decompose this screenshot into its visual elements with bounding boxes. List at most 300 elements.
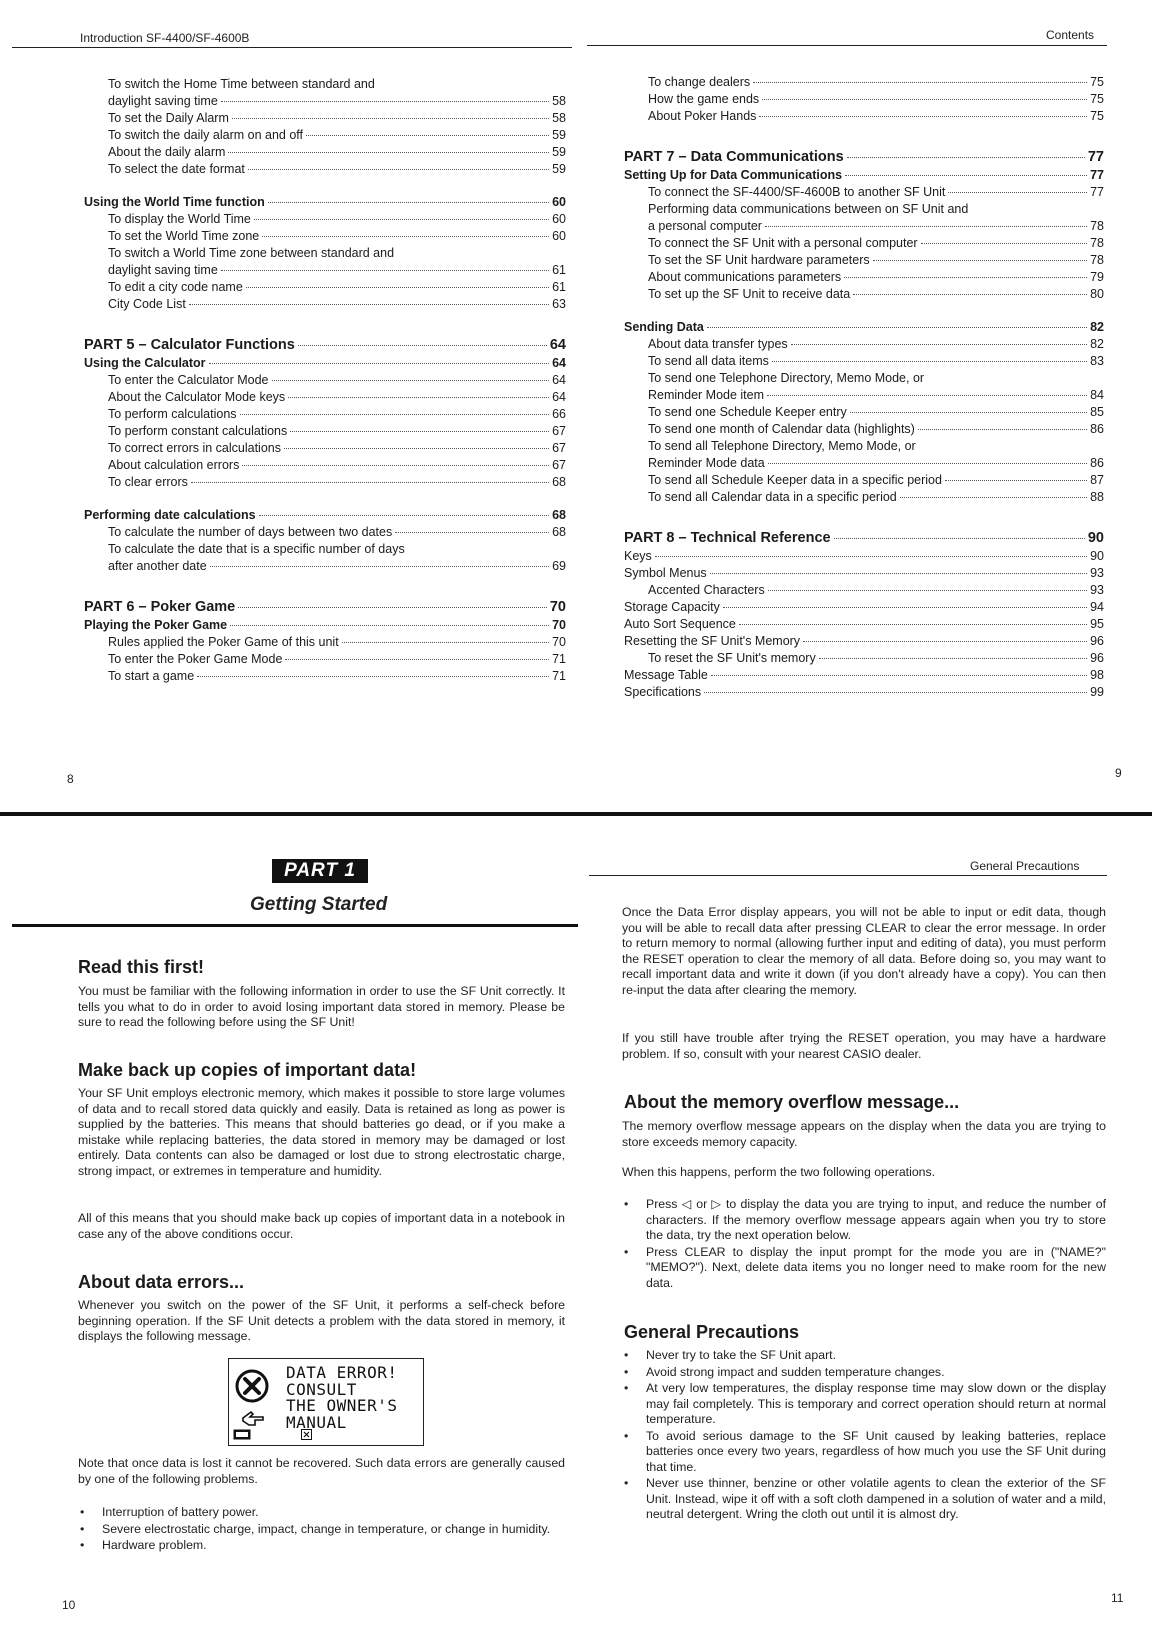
toc-leader-dots xyxy=(259,515,550,516)
toc-entry-page: 99 xyxy=(1090,685,1104,699)
toc-leader-dots xyxy=(945,480,1087,481)
toc-entry xyxy=(624,548,1104,565)
toc-entry-page: 70 xyxy=(552,635,566,649)
toc-entry-page: 69 xyxy=(552,559,566,573)
toc-entry-label: To send all data items xyxy=(648,354,769,368)
toc-entry-label: Specifications xyxy=(624,685,702,699)
toc-entry-page: 67 xyxy=(552,458,566,472)
toc-entry xyxy=(84,93,566,110)
toc-entry-page: 58 xyxy=(552,111,566,125)
part-title-rule xyxy=(12,924,578,927)
toc-entry-label: Using the Calculator xyxy=(84,356,206,370)
toc-leader-dots xyxy=(707,327,1087,328)
toc-leader-dots xyxy=(230,625,549,626)
lcd-line: THE OWNER'S xyxy=(286,1396,398,1415)
toc-leader-dots xyxy=(284,448,549,449)
toc-entry-label: To edit a city code name xyxy=(108,280,243,294)
toc-entry-label: To select the date format xyxy=(108,162,245,176)
toc-entry-label: To calculate the date that is a specific number of days xyxy=(108,542,405,556)
toc-entry-page: 61 xyxy=(552,280,566,294)
toc-entry xyxy=(84,634,566,651)
toc-entry xyxy=(84,110,566,127)
toc-entry-label: To perform calculations xyxy=(108,407,237,421)
toc-entry-label: daylight saving time xyxy=(108,94,218,108)
toc-entry xyxy=(624,565,1104,582)
toc-entry xyxy=(624,472,1104,489)
lcd-message xyxy=(286,1365,397,1431)
toc-leader-dots xyxy=(765,226,1087,227)
toc-entry xyxy=(624,167,1104,184)
toc-entry-page: 64 xyxy=(552,373,566,387)
toc-entry-page: 96 xyxy=(1090,651,1104,665)
page8-header: Introduction SF-4400/SF-4600B xyxy=(80,31,250,45)
toc-entry-label: Setting Up for Data Communications xyxy=(624,168,843,182)
toc-entry xyxy=(84,389,566,406)
toc-leader-dots xyxy=(759,116,1087,117)
toc-leader-dots xyxy=(254,219,549,220)
overflow-heading: About the memory overflow message... xyxy=(624,1092,960,1112)
toc-entry xyxy=(624,650,1104,667)
toc-entry-page: 75 xyxy=(1090,92,1104,106)
toc-entry xyxy=(84,507,566,524)
toc-entry-page: 88 xyxy=(1090,490,1104,504)
list-item: • Press CLEAR to display the input prompt for the mode you are in ("NAME?" "MEMO?"). Next, delete data items you no longer need to make room for the new data. xyxy=(622,1245,1106,1292)
page10-number: 10 xyxy=(62,1598,76,1612)
toc-entry xyxy=(624,201,1104,218)
page9-number: 9 xyxy=(1115,766,1122,780)
toc-entry xyxy=(624,404,1104,421)
page11-number: 11 xyxy=(1111,1591,1124,1605)
toc-entry xyxy=(84,194,566,211)
toc-entry xyxy=(84,262,566,279)
toc-leader-dots xyxy=(948,192,1087,193)
toc-leader-dots xyxy=(268,202,549,203)
toc-leader-dots xyxy=(921,243,1088,244)
toc-entry-label: Using the World Time function xyxy=(84,195,265,209)
toc-entry xyxy=(624,269,1104,286)
list-item: • Never try to take the SF Unit apart. xyxy=(622,1348,1106,1364)
toc-leader-dots xyxy=(232,118,549,119)
toc-leader-dots xyxy=(285,659,549,660)
page9-header: Contents xyxy=(1046,28,1095,42)
toc-leader-dots xyxy=(272,380,550,381)
toc-entry xyxy=(624,108,1104,125)
toc-entry xyxy=(624,147,1104,167)
toc-entry xyxy=(84,423,566,440)
toc-leader-dots xyxy=(753,82,1087,83)
toc-leader-dots xyxy=(844,277,1087,278)
overflow-text-1: The memory overflow message appears on the display when the data you are trying to store exceeds memory capacity. xyxy=(622,1119,1106,1149)
toc-leader-dots xyxy=(768,590,1087,591)
toc-entry-page: 64 xyxy=(552,356,566,370)
toc-entry-page: 77 xyxy=(1090,185,1104,199)
backup-text-2: All of this means that you should make back up copies of important data in a notebook in case any of the above conditions occur. xyxy=(78,1211,565,1241)
toc-entry xyxy=(84,617,566,634)
toc-entry-page: 58 xyxy=(552,94,566,108)
toc-entry-label: a personal computer xyxy=(648,219,762,233)
toc-entry-page: 82 xyxy=(1090,320,1104,334)
page11-header-rule xyxy=(589,875,1107,876)
toc-entry xyxy=(84,335,566,355)
toc-entry-page: 80 xyxy=(1090,287,1104,301)
toc-entry-page: 86 xyxy=(1090,456,1104,470)
toc-entry xyxy=(624,353,1104,370)
precautions-bullets xyxy=(622,1348,1106,1524)
toc-entry-label: after another date xyxy=(108,559,207,573)
lcd-status-icon xyxy=(233,1429,251,1440)
backup-heading: Make back up copies of important data! xyxy=(78,1060,417,1080)
lcd-line: CONSULT xyxy=(286,1379,357,1399)
toc-entry-label: To set the World Time zone xyxy=(108,229,260,243)
toc-entry-label: To enter the Calculator Mode xyxy=(108,373,269,387)
toc-entry-label: Reminder Mode item xyxy=(648,388,765,402)
toc-leader-dots xyxy=(306,135,549,136)
toc-entry-label: About communications parameters xyxy=(648,270,842,284)
list-item: • Press ◁ or ▷ to display the data you are trying to input, and reduce the number of characters. If the memory overflow message appears again when you try to store the data, try the next operation below. xyxy=(622,1197,1106,1244)
hand-pointer-icon xyxy=(241,1409,267,1427)
toc-entry xyxy=(84,474,566,491)
lcd-line: MANUAL xyxy=(286,1412,347,1432)
toc-entry-page: 77 xyxy=(1090,168,1104,182)
toc-entry xyxy=(84,457,566,474)
toc-entry xyxy=(84,651,566,668)
page8-toc xyxy=(84,76,566,685)
toc-entry xyxy=(624,684,1104,701)
toc-leader-dots xyxy=(762,99,1087,100)
toc-entry-label: To send one Schedule Keeper entry xyxy=(648,405,847,419)
page9-header-rule xyxy=(587,45,1107,46)
toc-entry xyxy=(84,228,566,245)
toc-entry xyxy=(624,74,1104,91)
toc-entry-label: About Poker Hands xyxy=(648,109,757,123)
toc-leader-dots xyxy=(873,260,1087,261)
toc-leader-dots xyxy=(342,642,549,643)
toc-entry xyxy=(84,524,566,541)
list-item: • Never use thinner, benzine or other volatile agents to clean the exterior of the SF Unit. Instead, wipe it off with a soft cloth dampened in a solution of water and a mild, neutral detergent. Wring the cloth out until it is almost dry. xyxy=(622,1476,1106,1523)
toc-leader-dots xyxy=(739,624,1087,625)
page11-intro-2: If you still have trouble after trying the RESET operation, you may have a hardware problem. If so, consult with your nearest CASIO dealer. xyxy=(622,1031,1106,1061)
toc-leader-dots xyxy=(853,294,1087,295)
toc-leader-dots xyxy=(209,363,550,364)
part-badge: PART 1 xyxy=(272,859,368,883)
toc-entry xyxy=(624,421,1104,438)
toc-entry-label: To change dealers xyxy=(648,75,751,89)
toc-entry-label: Storage Capacity xyxy=(624,600,720,614)
toc-leader-dots xyxy=(395,532,549,533)
toc-leader-dots xyxy=(847,157,1085,158)
toc-entry xyxy=(624,455,1104,472)
toc-entry-label: To set up the SF Unit to receive data xyxy=(648,287,851,301)
toc-leader-dots xyxy=(772,361,1087,362)
toc-entry-page: 71 xyxy=(552,652,566,666)
toc-entry-page: 90 xyxy=(1090,549,1104,563)
toc-leader-dots xyxy=(791,344,1087,345)
toc-entry xyxy=(624,184,1104,201)
toc-entry-page: 60 xyxy=(552,229,566,243)
toc-leader-dots xyxy=(704,692,1087,693)
toc-entry-label: Performing data communications between on SF Unit and xyxy=(648,202,969,216)
toc-leader-dots xyxy=(238,607,547,608)
toc-entry-label: Keys xyxy=(624,549,652,563)
toc-leader-dots xyxy=(819,658,1087,659)
toc-spacer xyxy=(84,313,566,335)
toc-entry xyxy=(624,528,1104,548)
toc-leader-dots xyxy=(189,304,549,305)
toc-entry-page: 84 xyxy=(1090,388,1104,402)
page8-header-rule xyxy=(12,47,572,48)
toc-spacer xyxy=(624,125,1104,147)
toc-entry-label: Reminder Mode data xyxy=(648,456,765,470)
errors-bullets xyxy=(78,1505,565,1555)
toc-entry xyxy=(624,582,1104,599)
toc-entry xyxy=(624,633,1104,650)
toc-entry-label: Symbol Menus xyxy=(624,566,707,580)
list-item: • Interruption of battery power. xyxy=(78,1505,565,1521)
toc-entry xyxy=(84,245,566,262)
toc-entry-page: 66 xyxy=(552,407,566,421)
toc-leader-dots xyxy=(298,345,547,346)
toc-leader-dots xyxy=(228,152,549,153)
toc-leader-dots xyxy=(246,287,549,288)
toc-entry-page: 78 xyxy=(1090,253,1104,267)
list-item: • Hardware problem. xyxy=(78,1538,565,1554)
toc-entry-page: 68 xyxy=(552,475,566,489)
toc-entry-page: 64 xyxy=(552,390,566,404)
toc-entry-page: 71 xyxy=(552,669,566,683)
toc-entry-label: City Code List xyxy=(108,297,186,311)
toc-entry-label: To switch a World Time zone between standard and xyxy=(108,246,395,260)
toc-entry xyxy=(84,355,566,372)
toc-leader-dots xyxy=(655,556,1087,557)
error-x-icon xyxy=(235,1369,269,1403)
toc-entry-page: 70 xyxy=(552,618,566,632)
part-title: Getting Started xyxy=(250,894,388,915)
toc-entry xyxy=(84,279,566,296)
toc-entry xyxy=(84,541,566,558)
toc-entry-label: Auto Sort Sequence xyxy=(624,617,736,631)
toc-entry xyxy=(84,211,566,228)
list-item: • At very low temperatures, the display response time may slow down or the display may fail completely. This is temporary and correct operation should return at normal temperature. xyxy=(622,1381,1106,1428)
overflow-text-2: When this happens, perform the two following operations. xyxy=(622,1165,936,1179)
toc-entry xyxy=(624,599,1104,616)
toc-entry-page: 94 xyxy=(1090,600,1104,614)
toc-leader-dots xyxy=(240,414,550,415)
toc-entry-page: 83 xyxy=(1090,354,1104,368)
toc-entry xyxy=(84,597,566,617)
toc-leader-dots xyxy=(918,429,1087,430)
toc-entry-page: 96 xyxy=(1090,634,1104,648)
toc-entry-label: To perform constant calculations xyxy=(108,424,288,438)
overflow-bullets xyxy=(622,1197,1106,1292)
toc-entry xyxy=(84,296,566,313)
toc-entry-label: Playing the Poker Game xyxy=(84,618,228,632)
toc-entry xyxy=(624,336,1104,353)
errors-text: Whenever you switch on the power of the SF Unit, it performs a self-check before beginning operation. If the SF Unit detects a problem with the data stored in memory, it displays the following message. xyxy=(78,1298,565,1343)
toc-leader-dots xyxy=(221,270,549,271)
toc-entry-label: To connect the SF-4400/SF-4600B to another SF Unit xyxy=(648,185,946,199)
toc-entry-label: To send all Schedule Keeper data in a specific period xyxy=(648,473,942,487)
list-item: • Severe electrostatic charge, impact, change in temperature, or change in humidity. xyxy=(78,1522,565,1538)
toc-entry-page: 70 xyxy=(549,599,566,615)
precautions-heading: General Precautions xyxy=(624,1322,800,1342)
toc-spacer xyxy=(624,506,1104,528)
toc-entry xyxy=(624,319,1104,336)
toc-entry-page: 68 xyxy=(552,525,566,539)
read-first-heading: Read this first! xyxy=(78,957,205,977)
toc-entry-label: About data transfer types xyxy=(648,337,788,351)
toc-leader-dots xyxy=(900,497,1087,498)
toc-entry-label: To switch the daily alarm on and off xyxy=(108,128,304,142)
toc-entry xyxy=(84,127,566,144)
toc-entry-label: About the daily alarm xyxy=(108,145,226,159)
page11-header: General Precautions xyxy=(970,859,1080,873)
toc-entry-page: 85 xyxy=(1090,405,1104,419)
toc-entry-label: To calculate the number of days between two dates xyxy=(108,525,393,539)
toc-leader-dots xyxy=(290,431,549,432)
toc-leader-dots xyxy=(710,573,1087,574)
toc-entry-label: PART 5 – Calculator Functions xyxy=(84,337,295,353)
toc-entry xyxy=(624,252,1104,269)
toc-entry-label: PART 6 – Poker Game xyxy=(84,599,236,615)
toc-spacer xyxy=(84,491,566,507)
toc-leader-dots xyxy=(768,463,1087,464)
toc-leader-dots xyxy=(262,236,549,237)
toc-entry xyxy=(624,489,1104,506)
backup-text-1: Your SF Unit employs electronic memory, which makes it possible to store large volumes of data and to recall stored data quickly and easily. Data is retained as long as power is supplied by the batteries. This means that should batteries go dead, or if you make a mistake while replacing batteries, the data stored in memory may be damaged or lost entirely. Data contents can also be damaged or lost due to strong electrostatic charge, strong impact, or extremes in temperature and humidity. xyxy=(78,1086,565,1178)
toc-entry xyxy=(84,668,566,685)
toc-entry xyxy=(624,235,1104,252)
toc-entry-label: Resetting the SF Unit's Memory xyxy=(624,634,801,648)
data-error-lcd xyxy=(228,1358,424,1446)
toc-entry xyxy=(624,286,1104,303)
toc-entry-page: 75 xyxy=(1090,109,1104,123)
toc-entry-label: To correct errors in calculations xyxy=(108,441,281,455)
toc-entry-label: Message Table xyxy=(624,668,708,682)
toc-entry-label: To send all Telephone Directory, Memo Mode, or xyxy=(648,439,916,453)
toc-entry-label: To start a game xyxy=(108,669,195,683)
toc-entry-label: About the Calculator Mode keys xyxy=(108,390,286,404)
toc-entry-page: 93 xyxy=(1090,583,1104,597)
toc-leader-dots xyxy=(210,566,549,567)
toc-leader-dots xyxy=(191,482,549,483)
toc-entry-page: 61 xyxy=(552,263,566,277)
toc-entry xyxy=(84,558,566,575)
toc-entry-label: To display the World Time xyxy=(108,212,251,226)
toc-entry-page: 59 xyxy=(552,162,566,176)
toc-entry-label: How the game ends xyxy=(648,92,760,106)
toc-entry-page: 60 xyxy=(552,212,566,226)
toc-entry-page: 75 xyxy=(1090,75,1104,89)
toc-entry-page: 64 xyxy=(549,337,566,353)
toc-leader-dots xyxy=(711,675,1087,676)
list-item: • Avoid strong impact and sudden temperature changes. xyxy=(622,1365,1106,1381)
lcd-line: DATA ERROR! xyxy=(286,1363,398,1382)
toc-entry xyxy=(84,161,566,178)
toc-entry-label: To set the SF Unit hardware parameters xyxy=(648,253,870,267)
errors-heading: About data errors... xyxy=(78,1272,245,1292)
toc-leader-dots xyxy=(288,397,549,398)
toc-entry xyxy=(84,144,566,161)
toc-entry-label: To switch the Home Time between standard and xyxy=(108,77,375,91)
toc-leader-dots xyxy=(248,169,549,170)
toc-entry-label: To enter the Poker Game Mode xyxy=(108,652,283,666)
toc-leader-dots xyxy=(803,641,1087,642)
toc-entry-label: To send all Calendar data in a specific period xyxy=(648,490,897,504)
toc-entry-label: To reset the SF Unit's memory xyxy=(648,651,816,665)
toc-spacer xyxy=(84,178,566,194)
toc-entry xyxy=(624,616,1104,633)
toc-entry-label: To clear errors xyxy=(108,475,188,489)
toc-entry-label: About calculation errors xyxy=(108,458,240,472)
errors-note: Note that once data is lost it cannot be recovered. Such data errors are generally caused by one of the following problems. xyxy=(78,1456,565,1486)
toc-entry-page: 95 xyxy=(1090,617,1104,631)
toc-entry-label: To send one month of Calendar data (highlights) xyxy=(648,422,915,436)
toc-entry-page: 60 xyxy=(552,195,566,209)
toc-entry-label: To send one Telephone Directory, Memo Mode, or xyxy=(648,371,925,385)
toc-entry-label: To connect the SF Unit with a personal computer xyxy=(648,236,918,250)
toc-entry-page: 59 xyxy=(552,145,566,159)
page11-intro-1: Once the Data Error display appears, you will not be able to input or edit data, though you will be able to recall data after pressing CLEAR to clear the error message. In order to return memory to normal (allowing further input and editing of data), you must perform the RESET operation to clear the memory of all data. Before doing so, you may want to recall important data and write it down (if you don't already have a copy). You can then re-input the data after clearing the memory. xyxy=(622,905,1106,997)
toc-leader-dots xyxy=(197,676,549,677)
toc-spacer xyxy=(624,303,1104,319)
toc-leader-dots xyxy=(845,175,1087,176)
toc-entry-page: 79 xyxy=(1090,270,1104,284)
toc-entry-label: Performing date calculations xyxy=(84,508,256,522)
toc-entry xyxy=(624,438,1104,455)
toc-entry-label: Sending Data xyxy=(624,320,704,334)
toc-entry-label: PART 8 – Technical Reference xyxy=(624,530,831,546)
toc-leader-dots xyxy=(723,607,1087,608)
toc-entry-page: 67 xyxy=(552,424,566,438)
toc-leader-dots xyxy=(834,538,1085,539)
toc-entry-page: 59 xyxy=(552,128,566,142)
toc-entry xyxy=(84,76,566,93)
toc-entry-label: PART 7 – Data Communications xyxy=(624,149,844,165)
toc-entry xyxy=(84,372,566,389)
toc-entry-page: 67 xyxy=(552,441,566,455)
page9-toc xyxy=(624,74,1104,701)
toc-leader-dots xyxy=(767,395,1087,396)
toc-entry-page: 77 xyxy=(1087,149,1104,165)
toc-entry xyxy=(624,370,1104,387)
toc-entry xyxy=(624,91,1104,108)
page8-number: 8 xyxy=(67,772,74,786)
lcd-indicator-icon xyxy=(301,1429,312,1440)
toc-leader-dots xyxy=(221,101,549,102)
read-first-text: You must be familiar with the following information in order to use the SF Unit correctly. It tells you what to do in order to avoid losing important data stored in memory. Please be sure to read the following before using the SF Unit! xyxy=(78,984,565,1029)
toc-entry-page: 82 xyxy=(1090,337,1104,351)
toc-leader-dots xyxy=(850,412,1087,413)
toc-entry-page: 68 xyxy=(552,508,566,522)
toc-spacer xyxy=(84,575,566,597)
list-item: • To avoid serious damage to the SF Unit caused by leaking batteries, replace batteries once every two years, regardless of how much you use the SF Unit during that time. xyxy=(622,1429,1106,1476)
toc-entry-page: 98 xyxy=(1090,668,1104,682)
toc-entry-label: daylight saving time xyxy=(108,263,218,277)
toc-entry xyxy=(624,218,1104,235)
toc-entry xyxy=(624,667,1104,684)
toc-entry-page: 90 xyxy=(1087,530,1104,546)
toc-entry xyxy=(84,406,566,423)
toc-leader-dots xyxy=(242,465,549,466)
toc-entry-page: 87 xyxy=(1090,473,1104,487)
toc-entry-label: Rules applied the Poker Game of this unit xyxy=(108,635,339,649)
toc-entry xyxy=(84,440,566,457)
toc-entry xyxy=(624,387,1104,404)
spread-separator xyxy=(0,812,1152,816)
toc-entry-label: Accented Characters xyxy=(648,583,765,597)
toc-entry-page: 78 xyxy=(1090,219,1104,233)
toc-entry-page: 63 xyxy=(552,297,566,311)
